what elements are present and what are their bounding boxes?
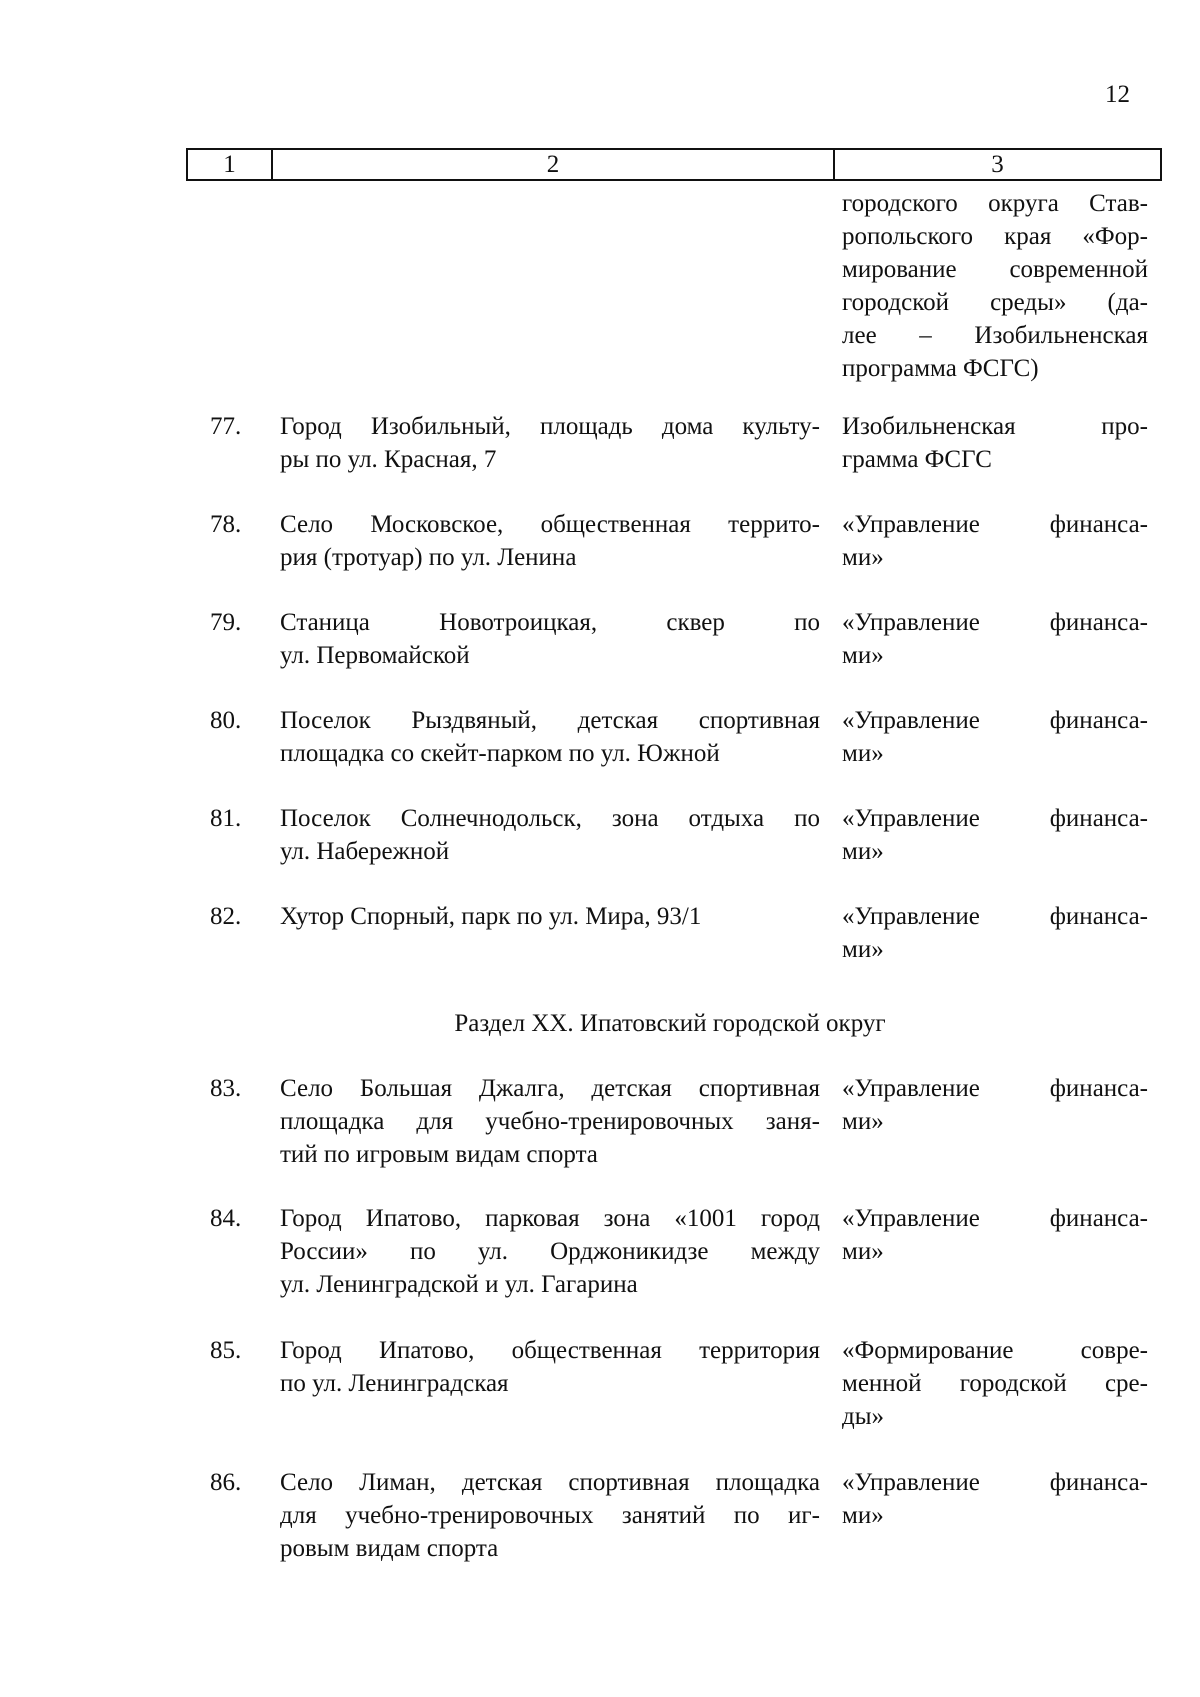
program-line: менной городской сре- xyxy=(842,1370,1148,1397)
description-line: ул. Первомайской xyxy=(280,642,470,669)
row-description xyxy=(280,802,820,868)
program-line: ми» xyxy=(842,1238,884,1265)
program-line: ми» xyxy=(842,936,884,963)
table-row xyxy=(210,704,1150,770)
description-line: рия (тротуар) по ул. Ленина xyxy=(280,544,577,571)
row-number: 77. xyxy=(210,413,242,440)
program-line: ми» xyxy=(842,1108,884,1135)
row-program xyxy=(842,1466,1148,1565)
program-line: «Управление финанса- xyxy=(842,903,1148,930)
row-program xyxy=(842,900,1148,966)
row-description xyxy=(280,900,820,966)
description-line: Поселок Солнечнодольск, зона отдыха по xyxy=(280,805,820,832)
description-line: Село Московское, общественная террито- xyxy=(280,511,820,538)
row-description xyxy=(280,1072,820,1171)
description-line: Село Большая Джалга, детская спортивная xyxy=(280,1075,820,1102)
program-line: ми» xyxy=(842,642,884,669)
row-number: 84. xyxy=(210,1205,242,1232)
description-line: площадка для учебно-тренировочных заня- xyxy=(280,1108,820,1135)
description-line: ул. Набережной xyxy=(280,838,450,865)
row-program xyxy=(842,802,1148,868)
row-program xyxy=(842,704,1148,770)
header-col-3: 3 xyxy=(991,151,1004,178)
row-description xyxy=(280,704,820,770)
page-number: 12 xyxy=(1105,81,1130,108)
program-line: Изобильненская про- xyxy=(842,413,1148,440)
description-line: площадка со скейт-парком по ул. Южной xyxy=(280,740,720,767)
continuation-line: лее – Изобильненская xyxy=(842,322,1148,349)
row-program xyxy=(842,1202,1148,1301)
continuation-line: ропольского края «Фор- xyxy=(842,223,1148,250)
table-row xyxy=(210,508,1150,574)
row-number: 82. xyxy=(210,903,242,930)
row-description xyxy=(280,1334,820,1433)
program-line: «Управление финанса- xyxy=(842,511,1148,538)
description-line: по ул. Ленинградская xyxy=(280,1370,509,1397)
table-row xyxy=(210,410,1150,476)
row-number: 78. xyxy=(210,511,242,538)
program-line: «Формирование совре- xyxy=(842,1337,1148,1364)
table-row xyxy=(210,802,1150,868)
program-line: «Управление финанса- xyxy=(842,707,1148,734)
program-line: «Управление финанса- xyxy=(842,1205,1148,1232)
description-line: ул. Ленинградской и ул. Гагарина xyxy=(280,1271,638,1298)
row-program xyxy=(842,1072,1148,1171)
description-line: для учебно-тренировочных занятий по иг- xyxy=(280,1502,820,1529)
row-number: 80. xyxy=(210,707,242,734)
continuation-line: городского округа Став- xyxy=(842,190,1148,217)
description-line: России» по ул. Орджоникидзе между xyxy=(280,1238,820,1265)
description-line: Хутор Спорный, парк по ул. Мира, 93/1 xyxy=(280,903,702,930)
program-line: грамма ФСГС xyxy=(842,446,992,473)
program-line: ды» xyxy=(842,1403,885,1430)
program-line: ми» xyxy=(842,1502,884,1529)
program-line: ми» xyxy=(842,544,884,571)
row-program xyxy=(842,606,1148,672)
description-line: Город Ипатово, парковая зона «1001 город xyxy=(280,1205,820,1232)
row-number: 86. xyxy=(210,1469,242,1496)
continuation-line: городской среды» (да- xyxy=(842,289,1148,316)
row-number: 85. xyxy=(210,1337,242,1364)
description-line: тий по игровым видам спорта xyxy=(280,1141,598,1168)
continuation-line: мирование современной xyxy=(842,256,1148,283)
description-line: Поселок Рыздвяный, детская спортивная xyxy=(280,707,820,734)
row-description xyxy=(280,606,820,672)
table-row xyxy=(210,1202,1150,1301)
row-number: 81. xyxy=(210,805,242,832)
header-col-2: 2 xyxy=(273,150,835,179)
description-line: Село Лиман, детская спортивная площадка xyxy=(280,1469,820,1496)
row-program xyxy=(842,1334,1148,1433)
program-line: «Управление финанса- xyxy=(842,1469,1148,1496)
continuation-text xyxy=(842,187,1148,385)
program-line: «Управление финанса- xyxy=(842,609,1148,636)
section-heading: Раздел XX. Ипатовский городской округ xyxy=(454,1010,886,1037)
table-row xyxy=(210,900,1150,966)
row-program xyxy=(842,410,1148,476)
description-line: Город Ипатово, общественная территория xyxy=(280,1337,820,1364)
header-col-1: 1 xyxy=(188,150,273,179)
description-line: Станица Новотроицкая, сквер по xyxy=(280,609,820,636)
row-description xyxy=(280,410,820,476)
row-description xyxy=(280,508,820,574)
row-description xyxy=(280,1202,820,1301)
description-line: Город Изобильный, площадь дома культу- xyxy=(280,413,820,440)
continuation-line: программа ФСГС) xyxy=(842,355,1039,382)
table-row xyxy=(210,1466,1150,1565)
table-header xyxy=(186,148,1162,181)
row-number: 83. xyxy=(210,1075,242,1102)
row-number: 79. xyxy=(210,609,242,636)
program-line: ми» xyxy=(842,838,884,865)
table-row xyxy=(210,1072,1150,1171)
table-row xyxy=(210,606,1150,672)
row-program xyxy=(842,508,1148,574)
program-line: «Управление финанса- xyxy=(842,1075,1148,1102)
row-description xyxy=(280,1466,820,1565)
description-line: ровым видам спорта xyxy=(280,1535,499,1562)
program-line: ми» xyxy=(842,740,884,767)
table-row xyxy=(210,1334,1150,1433)
description-line: ры по ул. Красная, 7 xyxy=(280,446,497,473)
program-line: «Управление финанса- xyxy=(842,805,1148,832)
